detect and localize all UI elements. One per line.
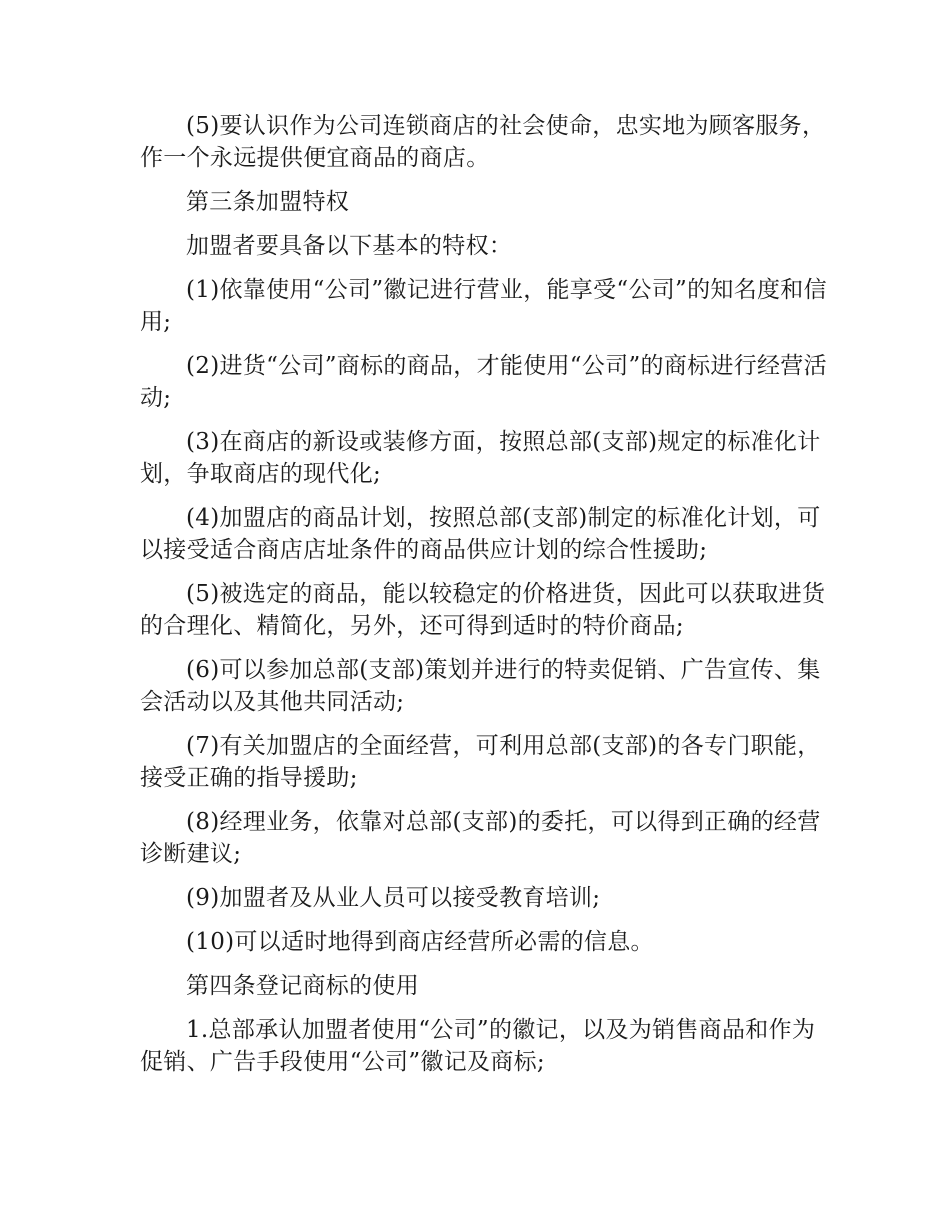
paragraph-privilege-5: (5)被选定的商品，能以较稳定的价格进货，因此可以获取进货的合理化、精简化，另外，还可得到适时的特价商品; <box>140 581 826 639</box>
paragraph-privilege-8: (8)经理业务，依靠对总部(支部)的委托，可以得到正确的经营诊断建议; <box>140 809 821 867</box>
paragraph-privilege-3: (3)在商店的新设或装修方面，按照总部(支部)规定的标准化计划，争取商店的现代化; <box>140 429 821 487</box>
section-heading-article-4: 第四条登记商标的使用 <box>186 973 419 999</box>
paragraph-privilege-6: (6)可以参加总部(支部)策划并进行的特卖促销、广告宣传、集会活动以及其他共同活动; <box>140 657 821 715</box>
paragraph-privilege-9: (9)加盟者及从业人员可以接受教育培训; <box>186 885 601 911</box>
paragraph-trademark-1: 1.总部承认加盟者使用“公司”的徽记，以及为销售商品和作为促销、广告手段使用“公司”徽记及商标; <box>140 1017 816 1075</box>
paragraph-privileges-intro: 加盟者要具备以下基本的特权： <box>186 233 513 259</box>
paragraph-privilege-4: (4)加盟店的商品计划，按照总部(支部)制定的标准化计划，可以接受适合商店店址条件的商品供应计划的综合性援助; <box>140 505 821 563</box>
section-heading-article-3: 第三条加盟特权 <box>186 189 350 215</box>
paragraph-privilege-1: (1)依靠使用“公司”徽记进行营业，能享受“公司”的知名度和信用; <box>140 277 827 335</box>
paragraph-obligation-5: (5)要认识作为公司连锁商店的社会使命，忠实地为顾客服务，作一个永远提供便宜商品的商店。 <box>140 113 826 171</box>
paragraph-privilege-7: (7)有关加盟店的全面经营，可利用总部(支部)的各专门职能，接受正确的指导援助; <box>140 733 821 791</box>
document-body <box>140 110 830 1090</box>
paragraph-privilege-10: (10)可以适时地得到商店经营所必需的信息。 <box>186 929 654 955</box>
paragraph-privilege-2: (2)进货“公司”商标的商品，才能使用“公司”的商标进行经营活动; <box>140 353 827 411</box>
